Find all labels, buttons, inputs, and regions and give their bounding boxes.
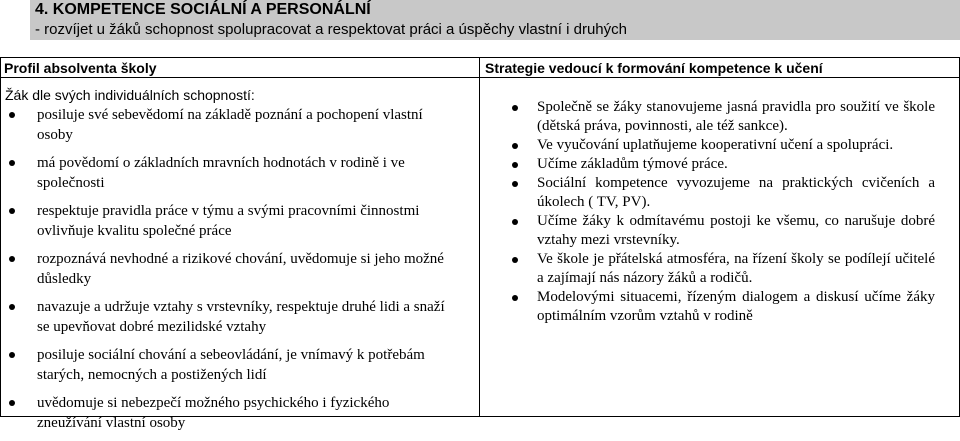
list-item: Sociální kompetence vyvozujeme na praktických cvičeních a úkolech ( TV, PV). xyxy=(482,174,935,212)
list-item: Ve škole je přátelská atmosféra, na řízení školy se podílejí učitelé a zajímají nás názory žáků a rodičů. xyxy=(482,250,935,288)
left-intro: Žák dle svých individuálních schopností: xyxy=(5,87,255,103)
bullet-icon xyxy=(512,143,518,149)
bullet-icon xyxy=(512,181,518,187)
bullet-icon xyxy=(9,352,15,358)
list-item: posiluje své sebevědomí na základě poznání a pochopení vlastní osoby xyxy=(0,105,457,145)
section-subtitle: - rozvíjet u žáků schopnost spolupracovat a respektovat práci a úspěchy vlastní i druhých xyxy=(35,21,627,38)
bullet-icon xyxy=(9,112,15,118)
bullet-icon xyxy=(512,219,518,225)
list-item: respektuje pravidla práce v týmu a svými pracovními činnostmi ovlivňuje kvalitu společné práce xyxy=(0,201,457,241)
table-border-top xyxy=(0,57,960,58)
list-item: má povědomí o základních mravních hodnotách v rodině i ve společnosti xyxy=(0,153,457,193)
bullet-icon xyxy=(9,256,15,262)
bullet-icon xyxy=(512,105,518,111)
bullet-icon xyxy=(9,160,15,166)
list-item: navazuje a udržuje vztahy s vrstevníky, respektuje druhé lidi a snaží se upevňovat dobré mezilidské vztahy xyxy=(0,297,457,337)
list-item: rozpoznává nevhodné a rizikové chování, uvědomuje si jeho možné důsledky xyxy=(0,249,457,289)
left-column-heading: Profil absolventa školy xyxy=(4,60,157,76)
list-item: Ve vyučování uplatňujeme kooperativní učení a spolupráci. xyxy=(482,136,935,155)
list-item: posiluje sociální chování a sebeovládání, je vnímavý k potřebám starých, nemocných a postižených lidí xyxy=(0,345,457,385)
bullet-icon xyxy=(512,295,518,301)
list-item: Modelovými situacemi, řízeným dialogem a diskusí učíme žáky optimálním vzorům vztahů v rodině xyxy=(482,288,935,326)
section-header xyxy=(30,0,960,40)
profile-list xyxy=(0,105,475,441)
bullet-icon xyxy=(512,257,518,263)
list-item: uvědomuje si nebezpečí možného psychického i fyzického zneužívání vlastní osoby xyxy=(0,393,457,433)
bullet-icon xyxy=(512,162,518,168)
list-item: Společně se žáky stanovujeme jasná pravidla pro soužití ve škole (dětská práva, povinnosti, ale též sankce). xyxy=(482,98,935,136)
bullet-icon xyxy=(9,400,15,406)
header-row-divider xyxy=(0,77,960,78)
bullet-icon xyxy=(9,208,15,214)
list-item: Učíme žáky k odmítavému postoji ke všemu, co narušuje dobré vztahy mezi vrstevníky. xyxy=(482,212,935,250)
list-item: Učíme základům týmové práce. xyxy=(482,155,935,174)
right-column-heading: Strategie vedoucí k formování kompetence k učení xyxy=(485,60,823,76)
bullet-icon xyxy=(9,304,15,310)
strategy-list xyxy=(482,98,960,326)
column-divider xyxy=(479,57,480,417)
section-title: 4. KOMPETENCE SOCIÁLNÍ A PERSONÁLNÍ xyxy=(35,1,371,18)
